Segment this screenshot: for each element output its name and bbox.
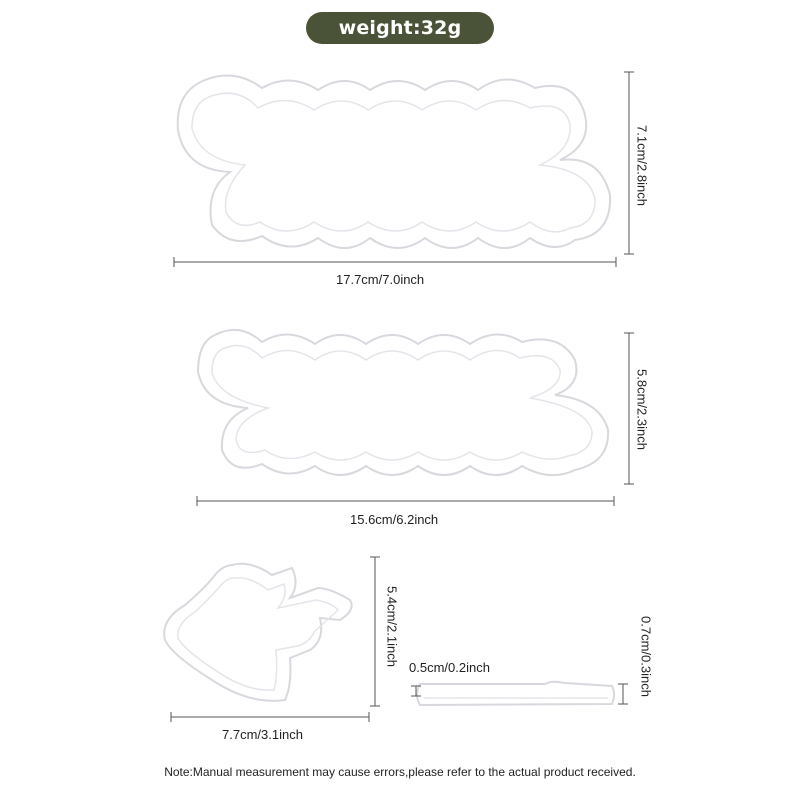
medium-width-label: 15.6cm/6.2inch (350, 512, 439, 527)
side-height-label: 0.7cm/0.3inch (638, 616, 654, 697)
side-cutter-shape (417, 682, 614, 705)
leaf-width-label: 7.7cm/3.1inch (222, 727, 303, 742)
large-cutter-shape (178, 76, 610, 249)
disclaimer-note: Note:Manual measurement may cause errors,please refer to the actual product received. (164, 765, 636, 779)
weight-badge: weight:32g (306, 12, 494, 44)
medium-height-label: 5.8cm/2.3inch (634, 369, 650, 450)
medium-cutter-shape (198, 330, 608, 475)
side-width-label: 0.5cm/0.2inch (409, 660, 490, 675)
leaf-cutter-shape (164, 564, 351, 701)
large-width-label: 17.7cm/7.0inch (336, 272, 425, 287)
leaf-height-label: 5.4cm/2.1inch (384, 586, 400, 667)
large-height-label: 7.1cm/2.8inch (634, 125, 650, 206)
